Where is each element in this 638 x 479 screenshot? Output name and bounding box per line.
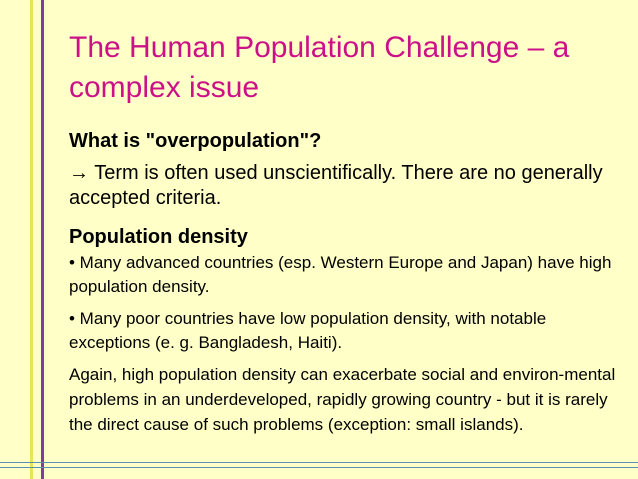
left-decorative-stripe-yellow [30,0,33,479]
section-heading-overpopulation: What is "overpopulation"? [69,130,322,152]
slide-title: The Human Population Challenge – a complex issue [69,31,570,104]
bullet-poor-countries: • Many poor countries have low population density, with notable exceptions (e. g. Bangladesh, Haiti). [69,309,547,352]
slide-content [69,28,624,437]
conclusion-paragraph: Again, high population density can exacerbate social and environ-mental problems in an underdeveloped, rapidly growing country - but it is rarely the direct cause of such problems (exception: small islands). [69,365,616,434]
bottom-rule-line [0,467,638,468]
bullet-advanced-countries: • Many advanced countries (esp. Western Europe and Japan) have high population density. [69,253,612,296]
left-decorative-stripe-purple [41,0,44,479]
overpopulation-definition-text: → Term is often used unscientifically. There are no generally accepted criteria. [69,162,603,209]
section-heading-population-density: Population density [69,226,248,248]
bottom-rule-line [0,462,638,463]
